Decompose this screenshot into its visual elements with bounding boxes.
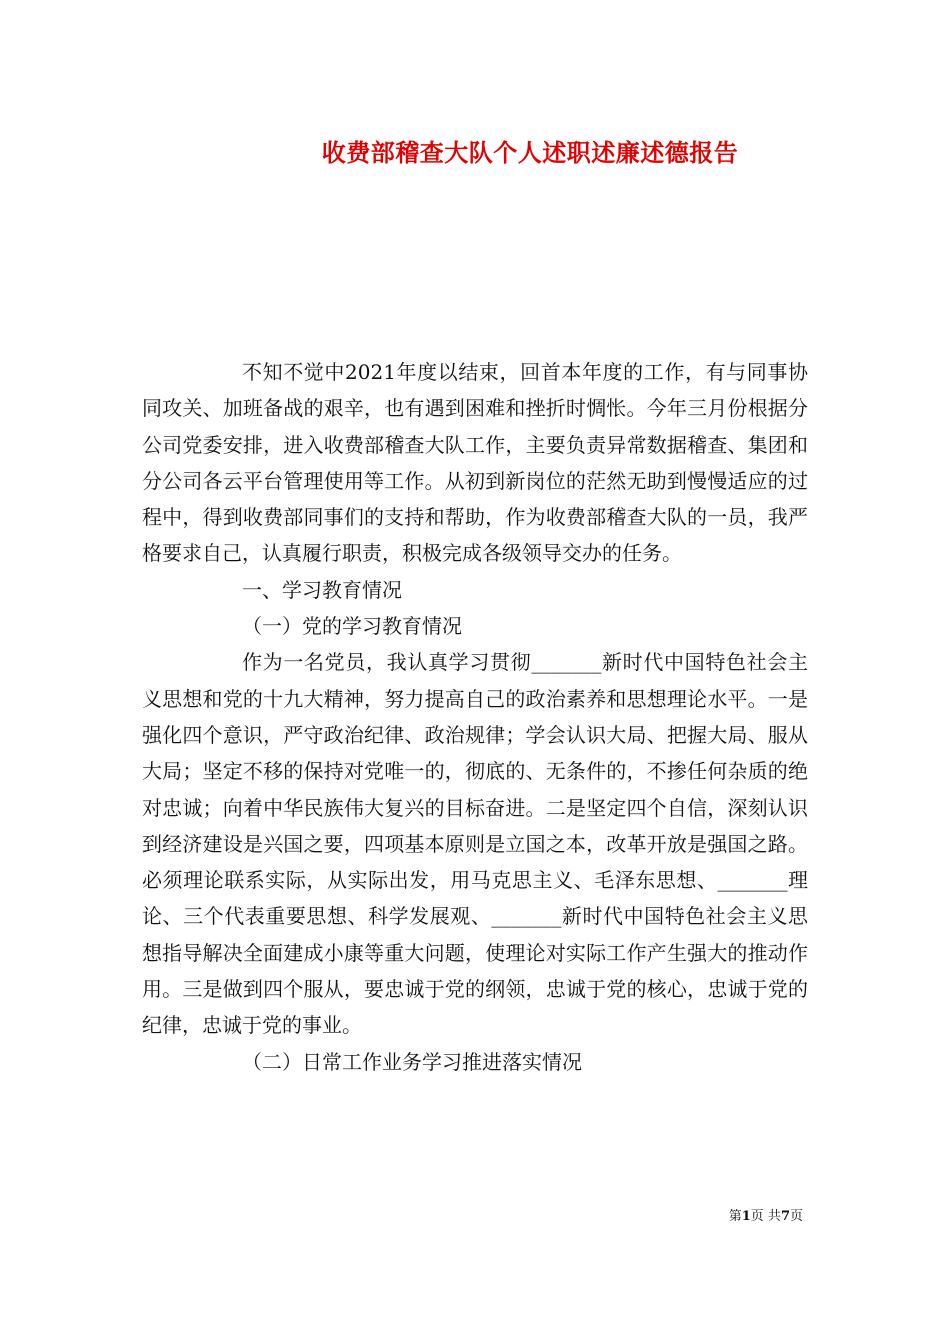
footer-current-page: 1: [741, 1209, 751, 1224]
footer-middle: 页 共: [750, 1209, 781, 1224]
page-number-footer: [729, 1205, 803, 1224]
subsection-heading-party-study: （一）党的学习教育情况: [242, 614, 462, 639]
document-title: 收费部稽查大队个人述职述廉述德报告: [321, 138, 739, 167]
intro-paragraph: 不知不觉中2021年度以结束，回首本年度的工作，有与同事协同攻关、加班备战的艰辛，也有遇到困难和挫折时惆怅。今年三月份根据分公司党委安排，进入收费部稽查大队工作，主要负责异常数据稽查、集团和分公司各云平台管理使用等工作。从初到新岗位的茫然无助到慢慢适应的过程中，得到收费部同事们的支持和帮助，作为收费部稽查大队的一员，我严格要求自己，认真履行职责，积极完成各级领导交办的任务。: [142, 360, 808, 566]
party-study-paragraph: 作为一名党员，我认真学习贯彻_______新时代中国特色社会主义思想和党的十九大精神，努力提高自己的政治素养和思想理论水平。一是强化四个意识，严守政治纪律、政治规律；学会认识大局、把握大局、服从大局；坚定不移的保持对党唯一的，彻底的、无条件的，不掺任何杂质的绝对忠诚；向着中华民族伟大复兴的目标奋进。二是坚定四个自信，深刻认识到经济建设是兴国之要，四项基本原则是立国之本，改革开放是强国之路。必须理论联系实际，从实际出发，用马克思主义、毛泽东思想、_______理论、三个代表重要思想、科学发展观、_______新时代中国特色社会主义思想指导解决全面建成小康等重大问题，使理论对实际工作产生强大的推动作用。三是做到四个服从，要忠诚于党的纲领，忠诚于党的核心，忠诚于党的纪律，忠诚于党的事业。: [142, 650, 808, 1038]
footer-prefix: 第: [728, 1209, 742, 1224]
footer-total-pages: 7: [780, 1209, 790, 1224]
footer-suffix: 页: [789, 1209, 803, 1224]
section-heading-study-education: 一、学习教育情况: [242, 577, 402, 602]
subsection-heading-daily-work-study: （二）日常工作业务学习推进落实情况: [242, 1049, 582, 1074]
document-body: [142, 354, 808, 1080]
